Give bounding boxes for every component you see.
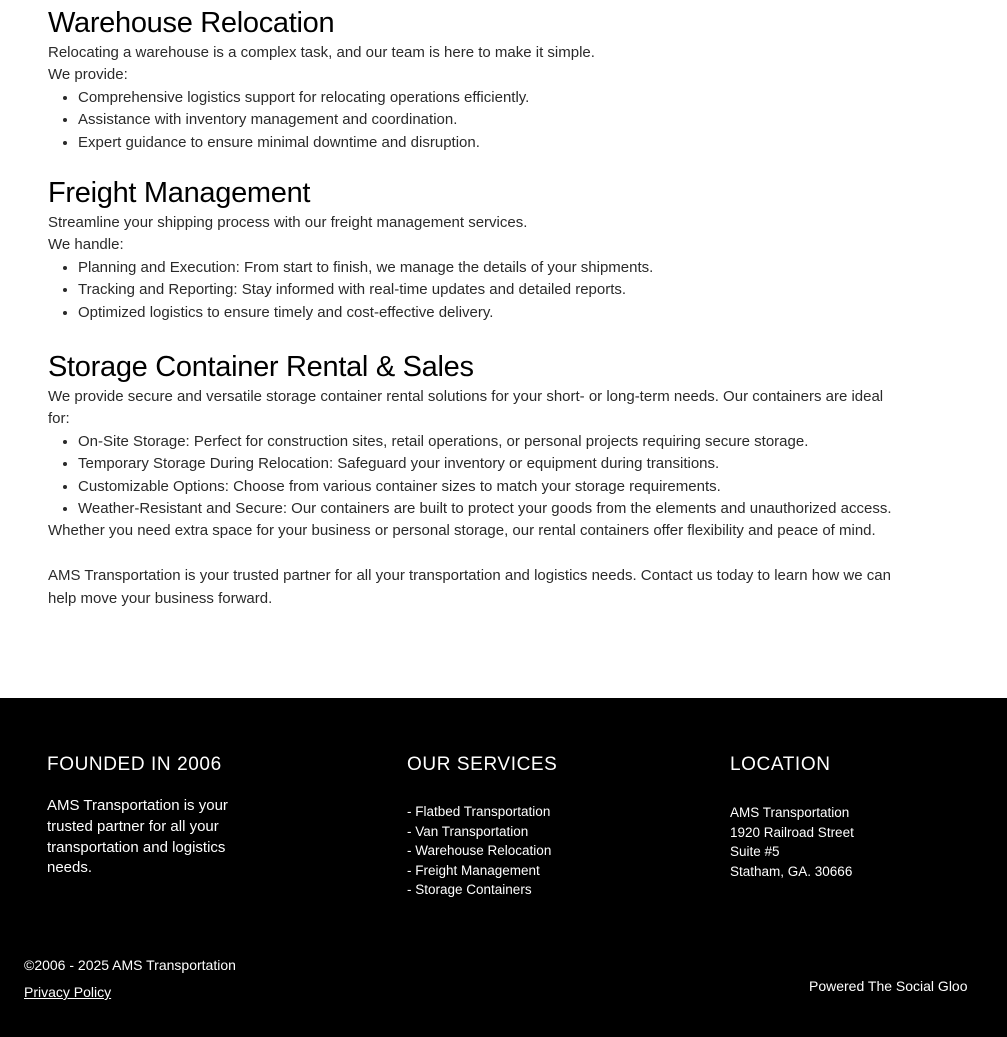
founded-heading: FOUNDED IN 2006 xyxy=(47,754,222,775)
section-closing: Whether you need extra space for your business or personal storage, our rental containers offer flexibility and peace of mind. xyxy=(48,522,876,540)
bullet-list xyxy=(48,431,898,521)
section-title: Warehouse Relocation xyxy=(48,7,335,39)
powered-by-text: Powered The Social Gloo xyxy=(809,978,968,994)
section-intro: Streamline your shipping process with our freight management services. xyxy=(48,214,528,231)
list-item: • Comprehensive logistics support for relocating operations efficiently. xyxy=(78,87,595,109)
list-item: • On-Site Storage: Perfect for construction sites, retail operations, or personal projects requiring secure storage. xyxy=(78,431,898,453)
services-heading: OUR SERVICES xyxy=(407,754,558,775)
section-lead: We provide: xyxy=(48,66,128,84)
section-lead: We handle: xyxy=(48,236,124,254)
list-item: • Tracking and Reporting: Stay informed with real-time updates and detailed reports. xyxy=(78,279,653,301)
list-item: • Customizable Options: Choose from various container sizes to match your storage requirements. xyxy=(78,476,898,498)
service-item: - Freight Management xyxy=(407,862,540,878)
list-item: • Planning and Execution: From start to finish, we manage the details of your shipments. xyxy=(78,257,653,279)
site-footer xyxy=(0,698,1007,1037)
copyright-text: ©2006 - 2025 AMS Transportation xyxy=(24,957,236,973)
warehouse-relocation-section xyxy=(48,4,595,154)
address-line: Suite #5 xyxy=(730,844,780,859)
section-title: Storage Container Rental & Sales xyxy=(48,351,474,383)
address-line: Statham, GA. 30666 xyxy=(730,863,853,879)
section-intro: Relocating a warehouse is a complex task, and our team is here to make it simple. xyxy=(48,44,595,61)
list-item: • Assistance with inventory management and coordination. xyxy=(78,109,595,131)
list-item: • Expert guidance to ensure minimal downtime and disruption. xyxy=(78,132,595,154)
call-to-action-text: AMS Transportation is your trusted partner for all your transportation and logistics needs. Contact us today to learn how we can help move your business forward. xyxy=(48,567,891,607)
services-list xyxy=(407,802,551,900)
service-item: - Storage Containers xyxy=(407,882,532,897)
service-item: - Warehouse Relocation xyxy=(407,843,552,858)
founded-text: AMS Transportation is your trusted partner for all your transportation and logistics needs. xyxy=(47,797,228,877)
bullet-list xyxy=(48,257,653,324)
freight-management-section xyxy=(48,174,653,324)
location-address xyxy=(730,803,854,881)
address-line: 1920 Railroad Street xyxy=(730,824,854,840)
spacer xyxy=(48,543,898,565)
service-item: - Flatbed Transportation xyxy=(407,804,551,819)
list-item: • Temporary Storage During Relocation: Safeguard your inventory or equipment during transitions. xyxy=(78,453,898,475)
privacy-policy-link[interactable]: Privacy Policy xyxy=(24,984,112,1000)
list-item: • Weather-Resistant and Secure: Our containers are built to protect your goods from the elements and unauthorized access. xyxy=(78,498,898,520)
section-intro: We provide secure and versatile storage container rental solutions for your short- or long-term needs. Our containers are ideal for: xyxy=(48,388,884,428)
address-line: AMS Transportation xyxy=(730,805,850,820)
section-title: Freight Management xyxy=(48,177,311,209)
bullet-list xyxy=(48,87,595,154)
location-heading: LOCATION xyxy=(730,754,831,775)
list-item: • Optimized logistics to ensure timely and cost-effective delivery. xyxy=(78,302,653,324)
storage-container-section xyxy=(48,348,898,610)
service-item: - Van Transportation xyxy=(407,823,529,839)
